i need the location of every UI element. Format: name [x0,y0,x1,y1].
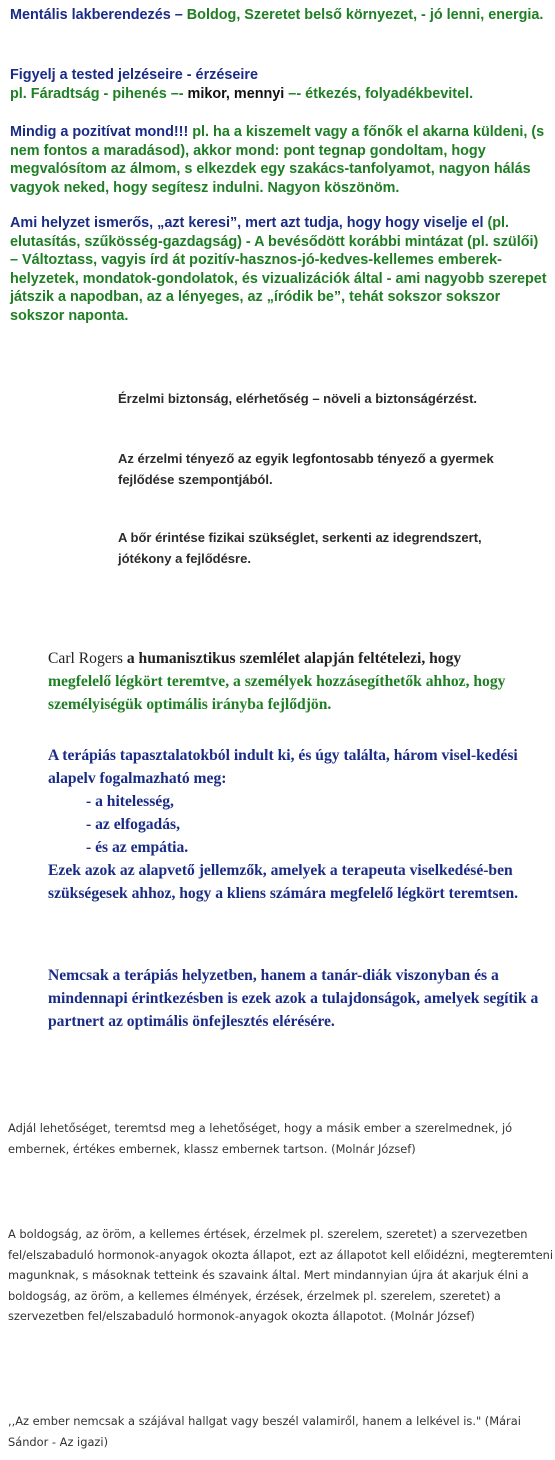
emotional-security-text: Érzelmi biztonság, elérhetőség – növeli a biztonságérzést. [118,391,478,406]
principle-item: - és az empátia. [86,839,189,856]
rogers-name: Carl Rogers [48,650,123,667]
quote-happiness: A boldogság, az öröm, a kellemes értések, érzelmek pl. szerelem, szeretet) a szervezetben fel/elszabaduló hormonok-anyagok okozta állapot, ezt az állapotot kell előidézni, megteremteni magunknak, s másoknak tetteink és szavaink által. Mert mindannyian újra át akarjuk élni a boldogság, az öröm, a kellemes élmények, érzések, érzelmek pl. szerelem, szeretet) a szervezetben fel/elszabaduló hormonok-anyagok okozta állapotot. (Molnár József) [8,1227,554,1323]
familiar-heading: Ami helyzet ismerős, „azt keresi”, mert azt tudja, hogy hogy viselje el [10,215,484,231]
quote-opportunity: Adjál lehetőséget, teremtsd meg a lehetőséget, hogy a másik ember a szerelmednek, jó embernek, értékes embernek, klassz embernek tartson. (Molnár József) [8,1121,513,1156]
body-signals-text-1: pl. Fáradtság - pihenés –- [10,85,188,102]
familiar-text: (pl. elutasítás, szűkösség-gazdagság) - A bevésődött korábbi mintázat (pl. szülői) – Változtass, vagyis írd át pozitív-hasznos-jó-kedves-kellemes emberek-helyzetek, mondatok-gondolatok, és vizualizációk által - ami nagyobb szerepet játszik a napodban, az a lényeges, az „íródik be”, tehát sokszor sokszor sokszor naponta. [10,215,547,324]
therapy-outro: Ezek azok az alapvető jellemzők, amelyek a terapeuta viselkedésé-ben szükségesek ahhoz, hogy a kliens számára megfelelő légkört teremtsen. [48,862,519,902]
body-signals-text-2: mikor, mennyi [187,85,285,102]
emotional-factor-text: Az érzelmi tényező az egyik legfontosabb tényező a gyermek fejlődése szempontjából. [118,451,494,487]
principle-item: - az elfogadás, [86,816,180,833]
rogers-intro: a humanisztikus szemlélet alapján feltételezi, hogy [122,650,462,667]
principle-item: - a hitelesség, [86,793,174,810]
paragraph-familiar-situation [10,214,550,326]
everyday-contact-paragraph: Nemcsak a terápiás helyzetben, hanem a tanár-diák viszonyban és a mindennapi érintkezésben is ezek azok a tulajdonságok, amelyek segítik a partnert az optimális önfejlesztés elérésére. [48,967,539,1030]
therapy-principles-paragraph [48,744,548,905]
paragraph-mental-furnishing [10,6,550,25]
paragraph-positive [10,123,550,197]
quote-marai: ,,Az ember nemcsak a szájával hallgat vagy beszél valamiről, hanem a lelkével is." (Márai Sándor - Az igazi) [8,1414,521,1449]
mental-heading: Mentális lakberendezés – [10,7,183,23]
rogers-climate-text: megfelelő légkört teremtve, a személyek hozzásegíthetők ahhoz, hogy személyiségük optimális irányba fejlődjön. [48,673,506,713]
positive-heading: Mindig a pozitívat mond!!! [10,124,189,140]
positive-text: pl. ha a kiszemelt vagy a főnők el akarna küldeni, (s nem fontos a maradásod), akkor mond: pont tegnap gondoltam, hogy megvalósítom az álmom, s elkezdek egy szakács-tanfolyamot, nagyon hálás vagyok neked, hogy segítesz indulni. Nagyon köszönöm. [10,124,545,196]
rogers-paragraph [48,647,548,716]
mental-text: Boldog, Szeretet belső környezet, - jó lenni, energia. [182,7,544,23]
paragraph-body-signals [10,66,550,103]
body-signals-heading: Figyelj a tested jelzéseire - érzéseire [10,67,258,83]
skin-touch-text: A bőr érintése fizikai szükséglet, serkenti az idegrendszert, jótékony a fejlődésre. [118,530,482,566]
therapy-intro: A terápiás tapasztalatokból indult ki, és úgy találta, három visel-kedési alapelv fogalmazható meg: [48,747,518,787]
body-signals-text-3: –- étkezés, folyadékbevitel. [284,85,474,102]
